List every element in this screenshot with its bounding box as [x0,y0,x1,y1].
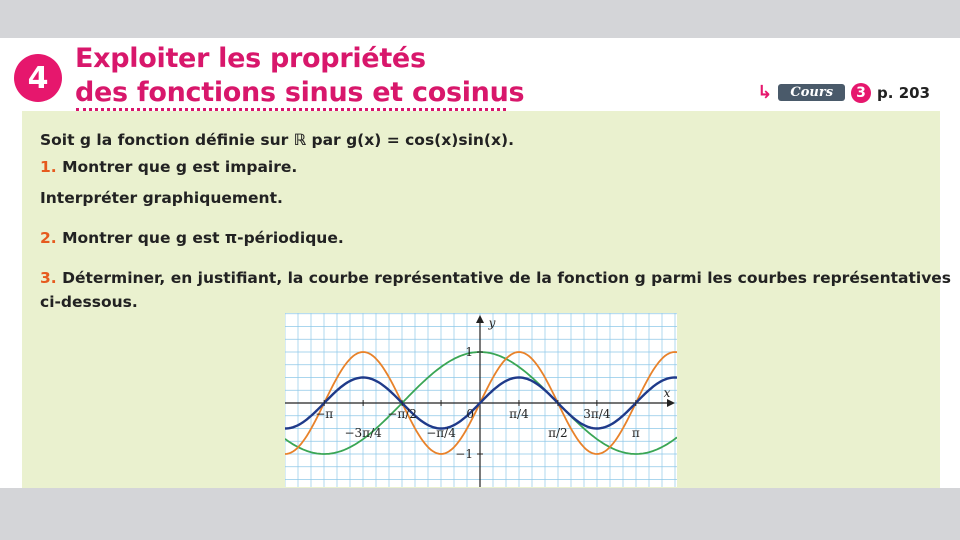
statement-intro: Soit g la fonction définie sur ℝ par g(x) = cos(x)sin(x). [40,131,514,149]
title-line-2: des fonctions sinus et cosinus [75,77,525,108]
y-tick-label: −1 [455,447,473,461]
origin-label: 0 [466,407,474,421]
x-tick-label: −π/2 [387,407,417,421]
question-1 [40,158,297,176]
question-2 [40,229,344,247]
question-3-number: 3. [40,269,57,287]
x-tick-label: −π/4 [426,426,456,440]
title-line-1: Exploiter les propriétés [75,43,426,74]
exercise-number-badge: 4 [14,54,62,102]
x-tick-label: 3π/4 [583,407,611,421]
y-tick-label: 1 [465,345,473,359]
x-tick-label: π/4 [509,407,529,421]
question-3-continuation: ci-dessous. [40,293,138,311]
question-1-number: 1. [40,158,57,176]
page-reference: p. 203 [877,83,930,102]
arrow-icon: ↳ [757,82,773,103]
cours-tag: Cours [778,84,845,101]
question-2-text: Montrer que g est π-périodique. [62,229,344,247]
course-reference[interactable] [757,82,930,103]
question-3 [40,269,951,287]
cours-number-badge: 3 [851,83,871,103]
curves-graph [285,313,677,487]
x-tick-label: π/2 [548,426,568,440]
x-tick-label: −π [315,407,334,421]
y-axis-label: y [488,316,496,330]
exercise-box [22,111,952,488]
question-1-text: Montrer que g est impaire. [62,158,298,176]
x-tick-label: −3π/4 [344,426,382,440]
bottom-margin [0,488,960,540]
question-2-number: 2. [40,229,57,247]
question-3-text: Déterminer, en justifiant, la courbe représentative de la fonction g parmi les courbes représentatives [62,269,952,287]
question-1-part-b: Interpréter graphiquement. [40,189,283,207]
x-tick-label: π [631,426,640,440]
x-axis-label: x [663,386,671,400]
exercise-title [75,42,524,110]
